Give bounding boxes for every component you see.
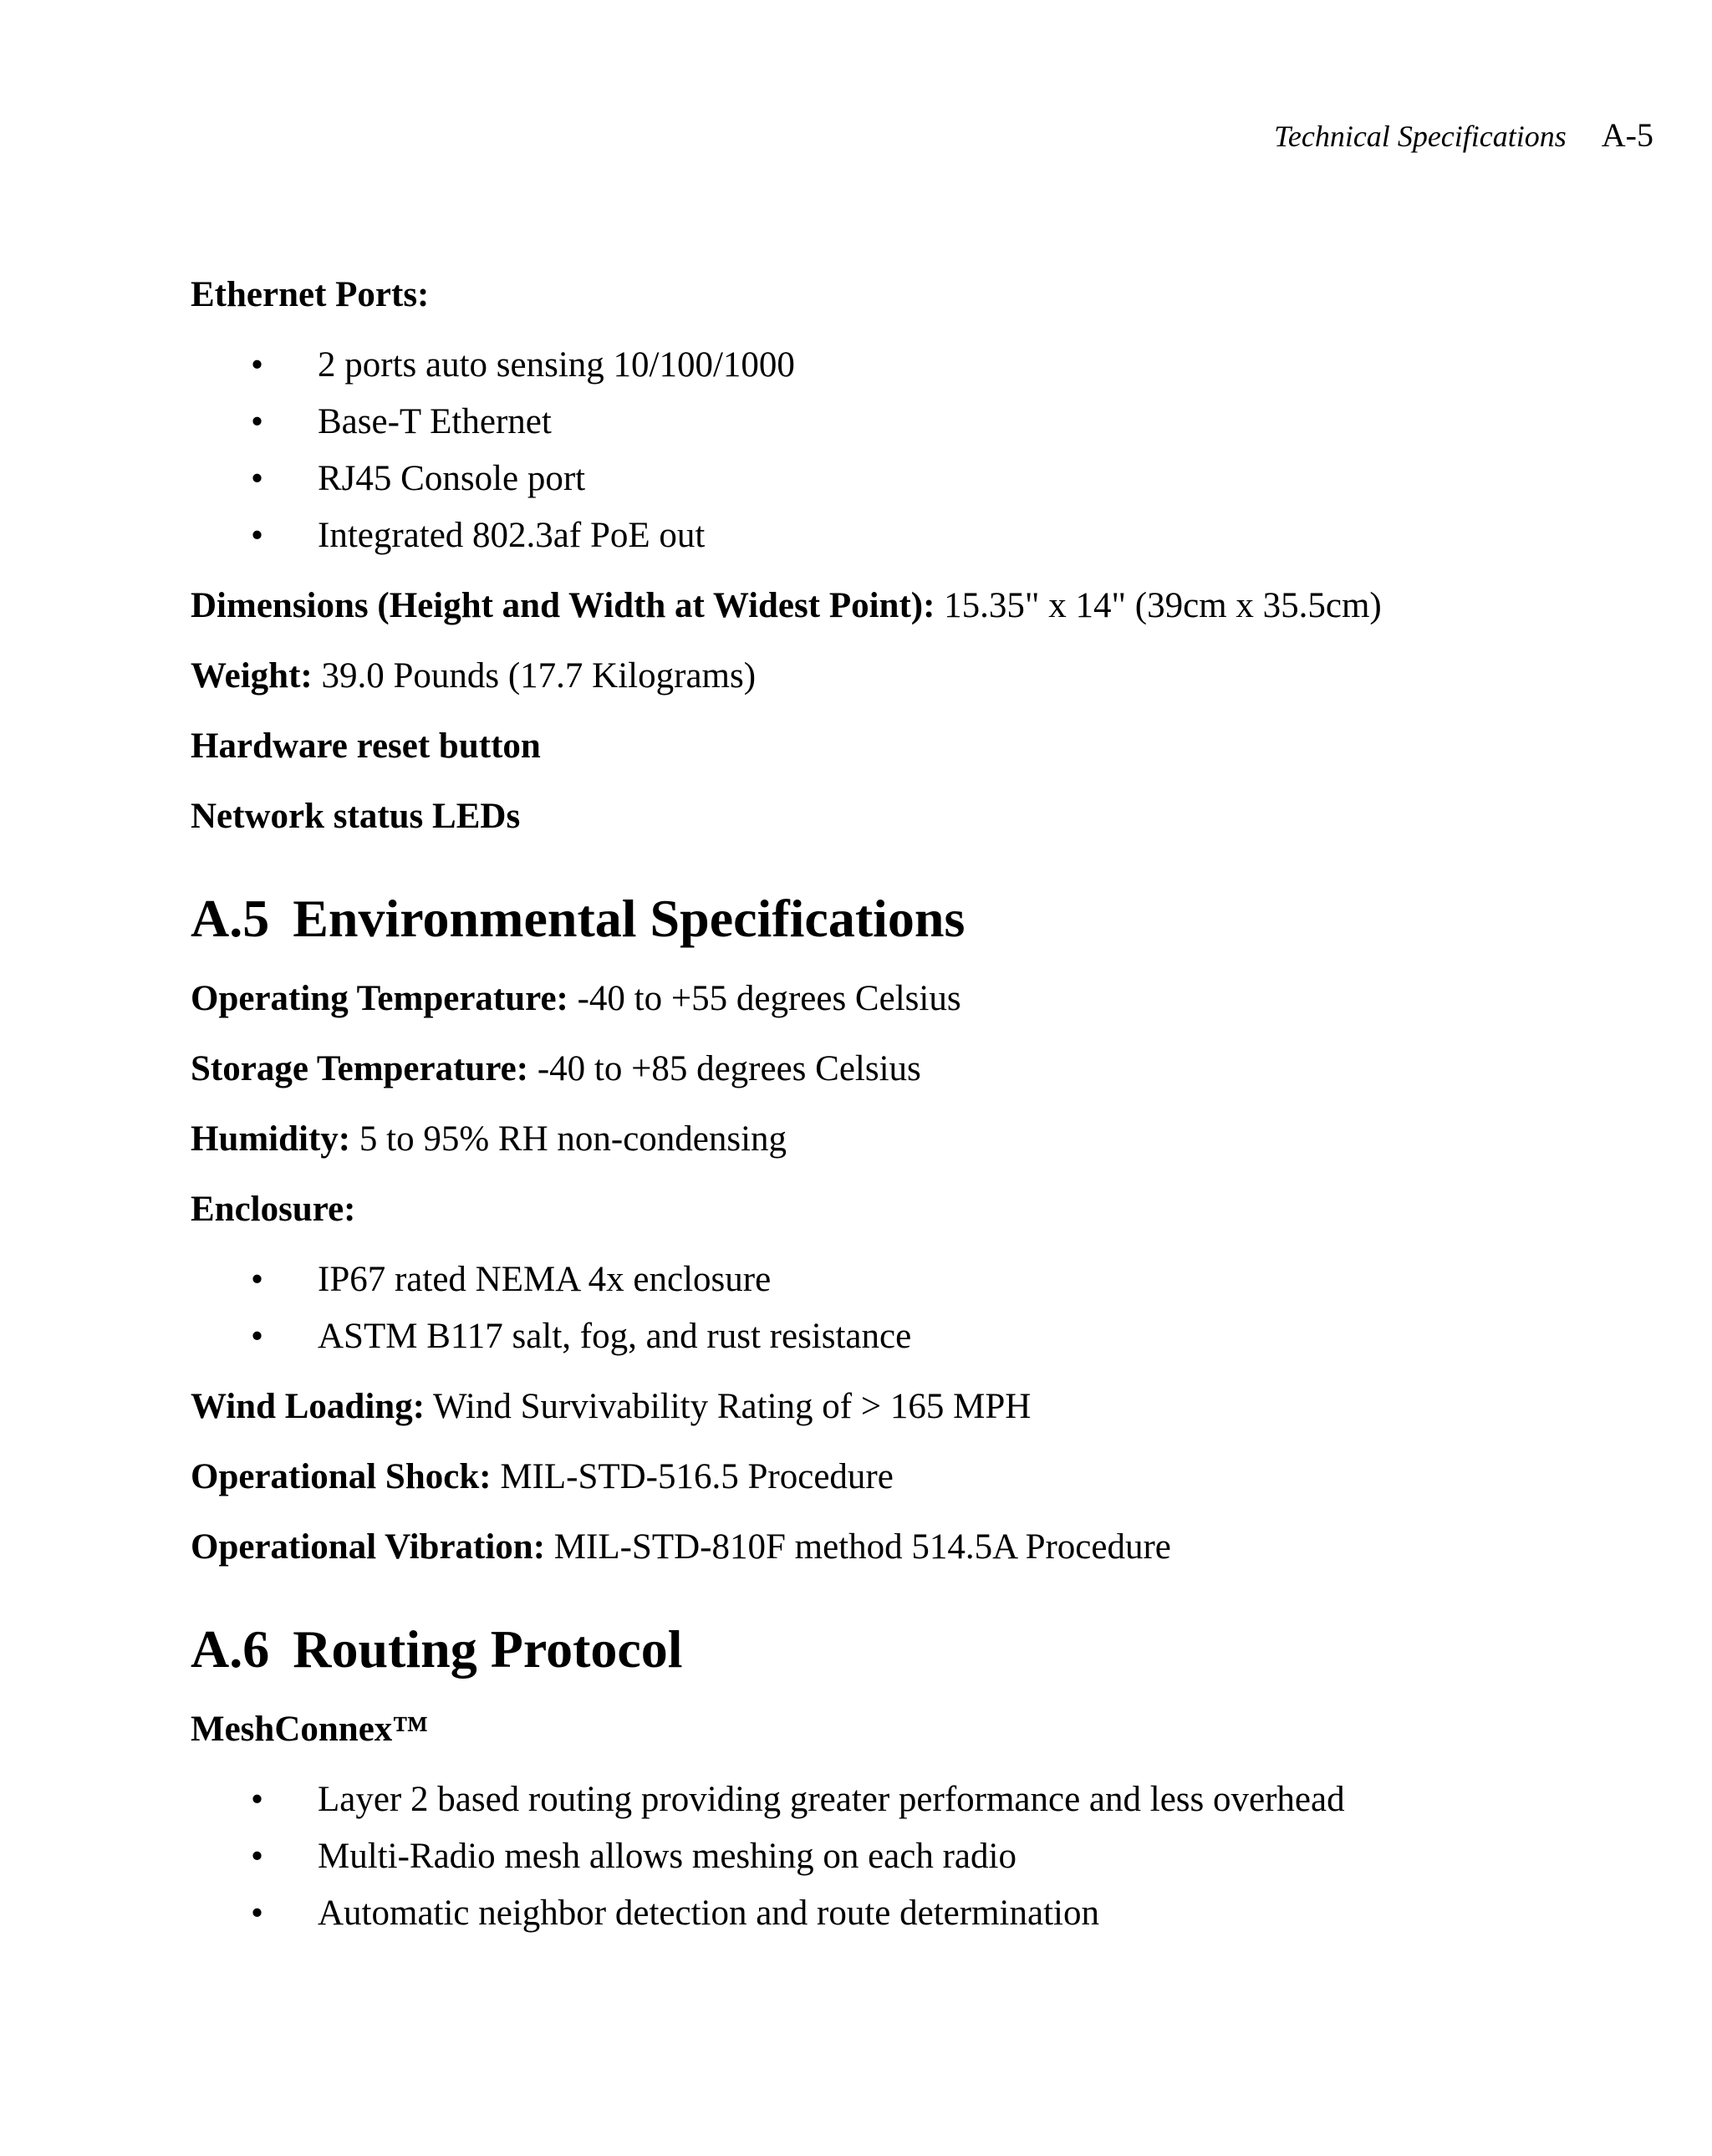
storage-temperature-label: Storage Temperature: — [191, 1049, 529, 1088]
meshconnex-list — [191, 1776, 1662, 1937]
operational-vibration-spec — [191, 1524, 1662, 1571]
dimensions-spec — [191, 583, 1662, 629]
network-status-label: Network status LEDs — [191, 797, 521, 836]
list-item-text: Multi-Radio mesh allows meshing on each radio — [318, 1837, 1016, 1876]
operating-temperature-value: -40 to +55 degrees Celsius — [568, 979, 961, 1018]
enclosure-label: Enclosure: — [191, 1190, 356, 1229]
meshconnex-spec — [191, 1706, 1662, 1753]
operational-shock-value: MIL-STD-516.5 Procedure — [491, 1457, 894, 1496]
list-item — [191, 512, 1662, 559]
bullet-icon: • — [251, 516, 264, 555]
operational-vibration-value: MIL-STD-810F method 514.5A Procedure — [545, 1527, 1171, 1567]
list-item — [191, 1833, 1662, 1880]
ethernet-ports-heading: Ethernet Ports: — [191, 275, 430, 314]
list-item-text: Base-T Ethernet — [318, 402, 552, 441]
operational-shock-spec — [191, 1454, 1662, 1501]
list-item — [191, 1256, 1662, 1303]
bullet-icon: • — [251, 459, 264, 498]
humidity-label: Humidity: — [191, 1119, 351, 1159]
network-status-spec — [191, 793, 1662, 840]
page-content — [191, 272, 1662, 1960]
weight-value: 39.0 Pounds (17.7 Kilograms) — [312, 656, 757, 696]
list-item-text: ASTM B117 salt, fog, and rust resistance — [318, 1317, 912, 1356]
humidity-value: 5 to 95% RH non-condensing — [350, 1119, 787, 1159]
list-item — [191, 342, 1662, 389]
bullet-icon: • — [251, 1780, 264, 1819]
section-heading-a5 — [191, 885, 1662, 952]
section-title: Routing Protocol — [293, 1619, 683, 1679]
bullet-icon: • — [251, 1317, 264, 1356]
page-number: A-5 — [1601, 116, 1653, 154]
weight-label: Weight: — [191, 656, 313, 696]
enclosure-spec — [191, 1186, 1662, 1233]
wind-loading-value: Wind Survivability Rating of > 165 MPH — [425, 1387, 1032, 1426]
list-item-text: Layer 2 based routing providing greater performance and less overhead — [318, 1780, 1345, 1819]
operational-vibration-label: Operational Vibration: — [191, 1527, 546, 1567]
operating-temperature-spec — [191, 976, 1662, 1022]
operating-temperature-label: Operating Temperature: — [191, 979, 568, 1018]
bullet-icon: • — [251, 402, 264, 441]
list-item-text: 2 ports auto sensing 10/100/1000 — [318, 345, 795, 385]
enclosure-list — [191, 1256, 1662, 1360]
list-item-text: Integrated 802.3af PoE out — [318, 516, 706, 555]
storage-temperature-value: -40 to +85 degrees Celsius — [528, 1049, 921, 1088]
list-item-text: RJ45 Console port — [318, 459, 586, 498]
ethernet-ports-list — [191, 342, 1662, 559]
bullet-icon: • — [251, 1894, 264, 1933]
meshconnex-label: MeshConnex™ — [191, 1710, 429, 1749]
section-title: Environmental Specifications — [293, 889, 966, 948]
list-item — [191, 456, 1662, 502]
list-item — [191, 1890, 1662, 1937]
bullet-icon: • — [251, 345, 264, 385]
hardware-reset-label: Hardware reset button — [191, 726, 541, 766]
operational-shock-label: Operational Shock: — [191, 1457, 492, 1496]
section-heading-a6 — [191, 1616, 1662, 1683]
humidity-spec — [191, 1116, 1662, 1163]
list-item — [191, 1776, 1662, 1823]
storage-temperature-spec — [191, 1046, 1662, 1093]
wind-loading-spec — [191, 1384, 1662, 1430]
list-item — [191, 1313, 1662, 1360]
bullet-icon: • — [251, 1837, 264, 1876]
wind-loading-label: Wind Loading: — [191, 1387, 425, 1426]
running-title: Technical Specifications — [1274, 120, 1567, 153]
hardware-reset-spec — [191, 723, 1662, 770]
section-number: A.5 — [191, 889, 270, 948]
dimensions-label: Dimensions (Height and Width at Widest Point): — [191, 586, 935, 625]
dimensions-value: 15.35" x 14" (39cm x 35.5cm) — [935, 586, 1382, 625]
list-item-text: IP67 rated NEMA 4x enclosure — [318, 1260, 772, 1299]
page-header — [1274, 115, 1653, 156]
weight-spec — [191, 653, 1662, 700]
list-item — [191, 399, 1662, 446]
ethernet-ports-label — [191, 272, 1662, 319]
list-item-text: Automatic neighbor detection and route determination — [318, 1894, 1099, 1933]
bullet-icon: • — [251, 1260, 264, 1299]
section-number: A.6 — [191, 1619, 270, 1679]
